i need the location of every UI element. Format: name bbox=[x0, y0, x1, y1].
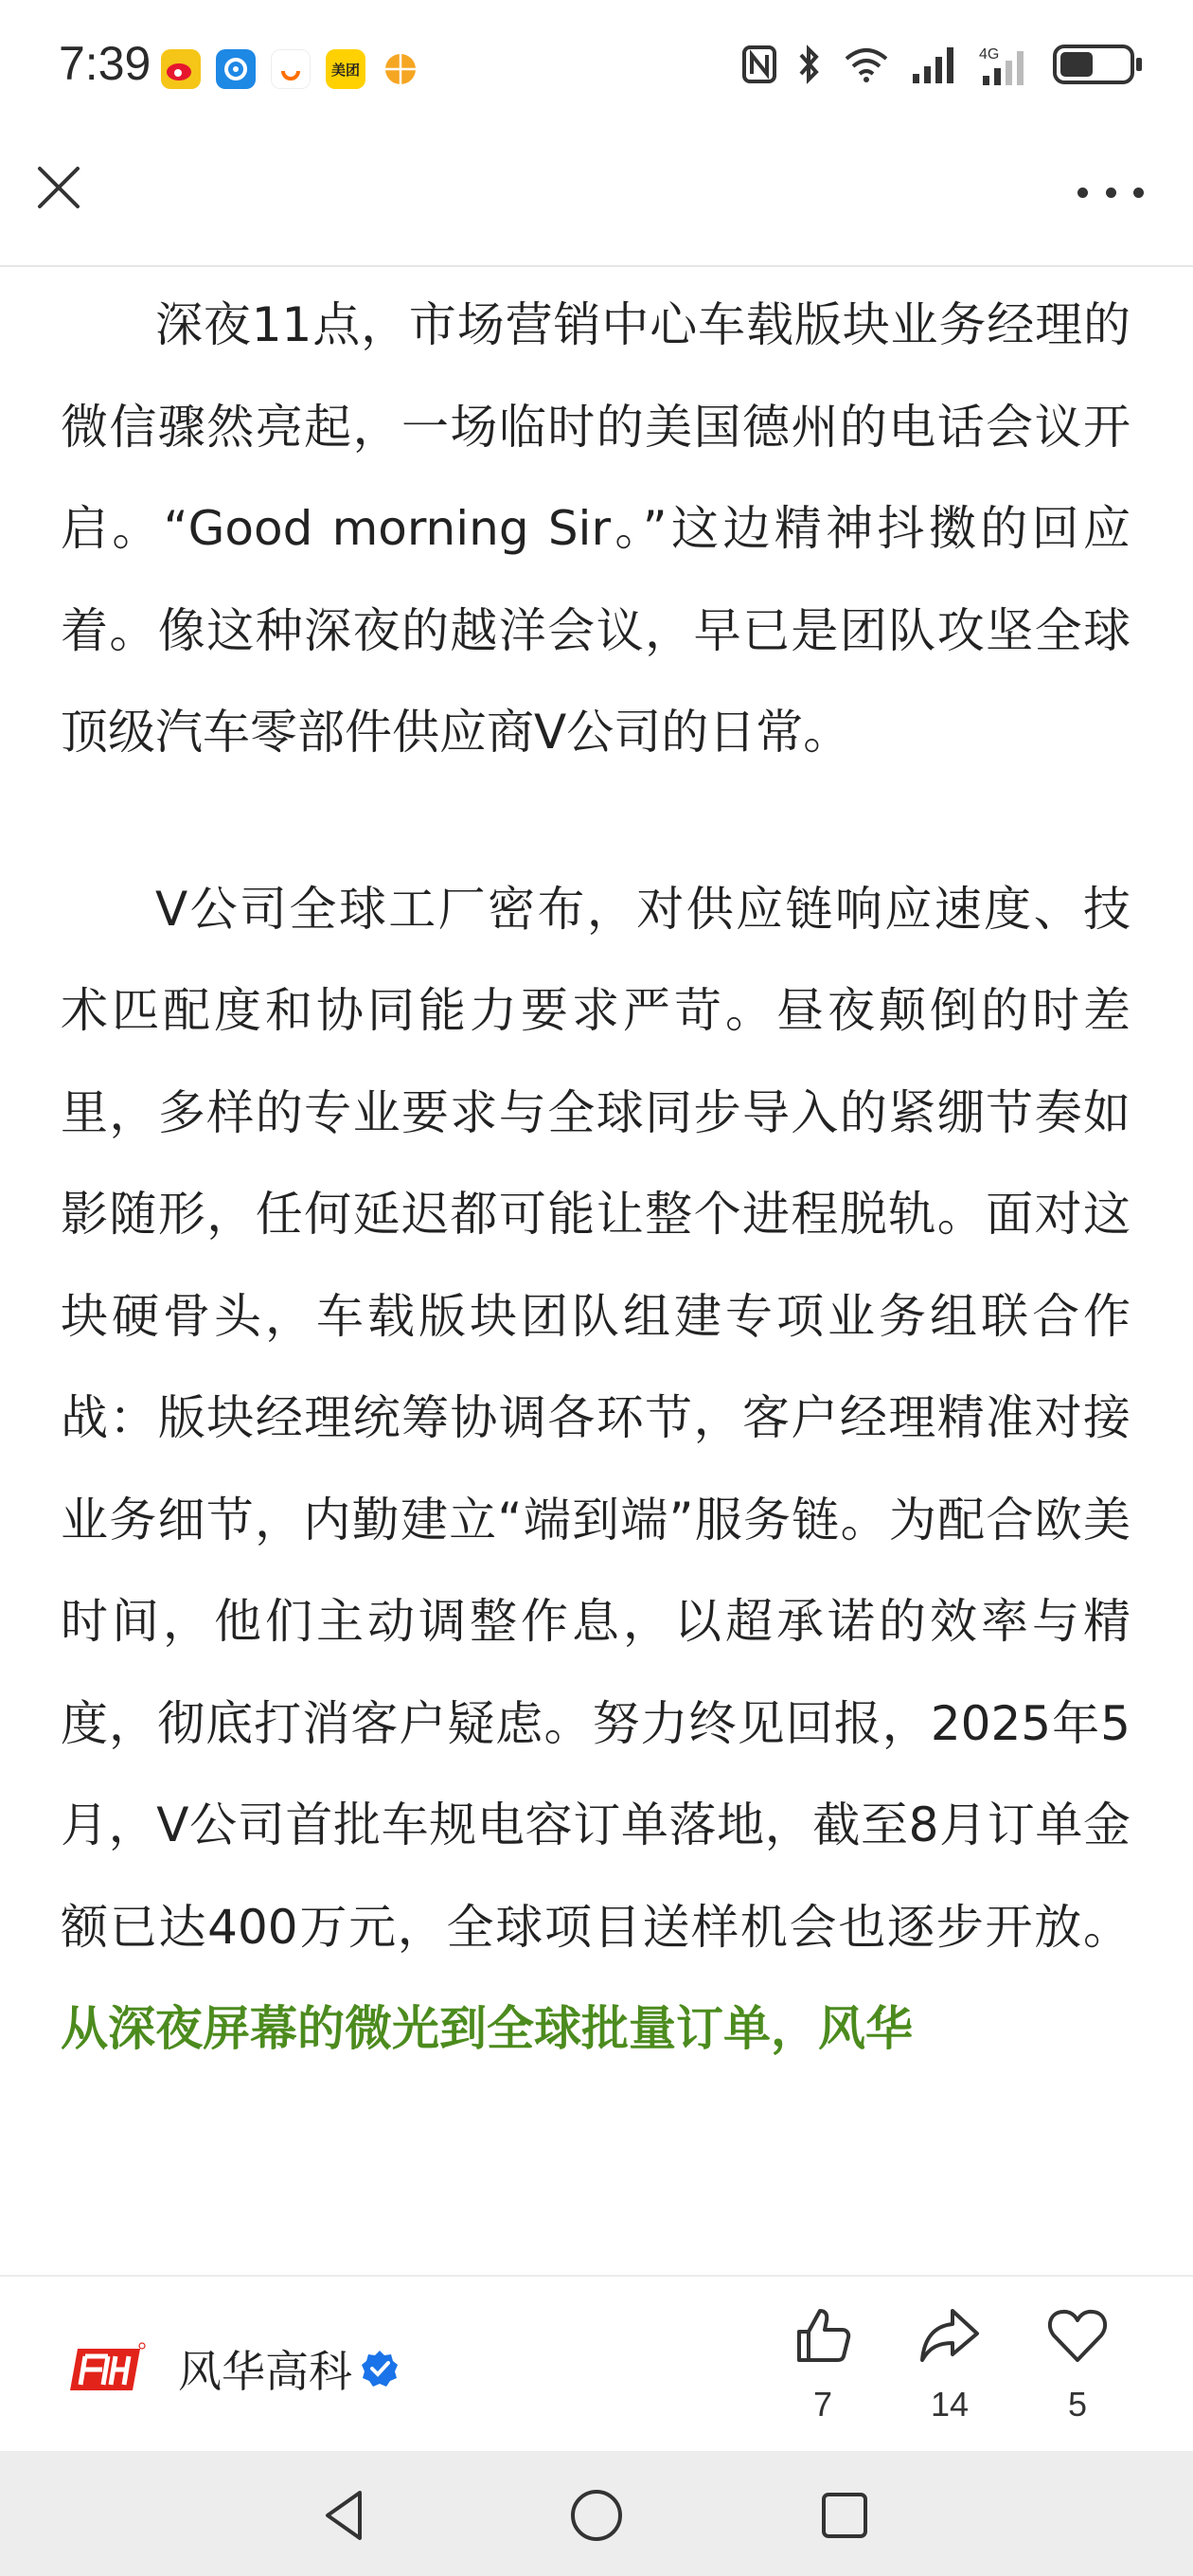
nfc-icon bbox=[742, 45, 776, 83]
more-dot-icon bbox=[1106, 188, 1116, 198]
like-count: 7 bbox=[812, 2385, 833, 2424]
share-icon bbox=[918, 2305, 981, 2368]
system-navigation-bar bbox=[0, 2451, 1193, 2576]
status-time: 7:39 bbox=[59, 37, 151, 90]
brand-logo[interactable] bbox=[70, 2341, 146, 2394]
notification-icons bbox=[161, 49, 420, 89]
home-icon[interactable] bbox=[566, 2485, 627, 2546]
favorite-count: 5 bbox=[1067, 2385, 1088, 2424]
brand-name[interactable]: 风华高科 bbox=[178, 2346, 352, 2397]
article-body bbox=[61, 275, 1131, 2081]
verified-badge-icon bbox=[360, 2349, 400, 2388]
more-options-button[interactable] bbox=[1077, 178, 1144, 206]
heart-icon bbox=[1046, 2305, 1109, 2368]
back-icon[interactable] bbox=[316, 2485, 377, 2546]
system-icons bbox=[742, 44, 1134, 85]
recents-icon[interactable] bbox=[814, 2485, 875, 2546]
close-icon[interactable] bbox=[32, 161, 85, 214]
svg-text:4G: 4G bbox=[979, 46, 1000, 63]
favorite-button[interactable] bbox=[1025, 2305, 1130, 2424]
article-paragraph-2 bbox=[61, 859, 1131, 2081]
meituan-icon: 美团 bbox=[326, 49, 365, 89]
paragraph-text: V公司全球工厂密布，对供应链响应速度、技术匹配度和协同能力要求严苛。昼夜颠倒的时差里，多样的专业要求与全球同步导入的紧绷节奏如影随形，任何延迟都可能让整个进程脱轨。面对这块硬骨头，车载版块团队组建专项业务组联合作战：版块经理统筹协调各环节，客户经理精准对接业务细节，内勤建立“端到端”服务链。为配合欧美时间，他们主动调整作息，以超承诺的效率与精度，彻底打消客户疑虑。努力终见回报，2025年5月，V公司首批车规电容订单落地，截至8月订单金额已达400万元，全球项目送样机会也逐步开放。 bbox=[61, 881, 1131, 1955]
more-dot-icon bbox=[1133, 188, 1144, 198]
didi-icon bbox=[271, 49, 311, 89]
highlighted-text: 从深夜屏幕的微光到全球批量订单，风华 bbox=[61, 2001, 913, 2056]
signal-4g-icon bbox=[979, 44, 1032, 85]
weibo-icon bbox=[161, 49, 201, 89]
browser-icon bbox=[216, 49, 256, 89]
top-navigation bbox=[0, 133, 1193, 267]
basketball-icon bbox=[381, 49, 420, 89]
thumbs-up-icon bbox=[792, 2305, 854, 2368]
bluetooth-icon bbox=[797, 44, 822, 85]
article-action-bar bbox=[0, 2275, 1193, 2451]
wifi-icon bbox=[843, 45, 890, 83]
article-paragraph-1: 深夜11点，市场营销中心车载版块业务经理的微信骤然亮起，一场临时的美国德州的电话会议开启。“Good morning Sir。”这边精神抖擞的回应着。像这种深夜的越洋会议，早已是团队攻坚全球顶级汽车零部件供应商V公司的日常。 bbox=[61, 297, 1131, 760]
share-count: 14 bbox=[930, 2385, 970, 2424]
more-dot-icon bbox=[1077, 188, 1088, 198]
like-button[interactable] bbox=[771, 2305, 875, 2424]
signal-icon bbox=[911, 45, 958, 83]
battery-icon bbox=[1053, 45, 1134, 84]
share-button[interactable] bbox=[898, 2305, 1002, 2424]
status-bar bbox=[0, 0, 1193, 133]
